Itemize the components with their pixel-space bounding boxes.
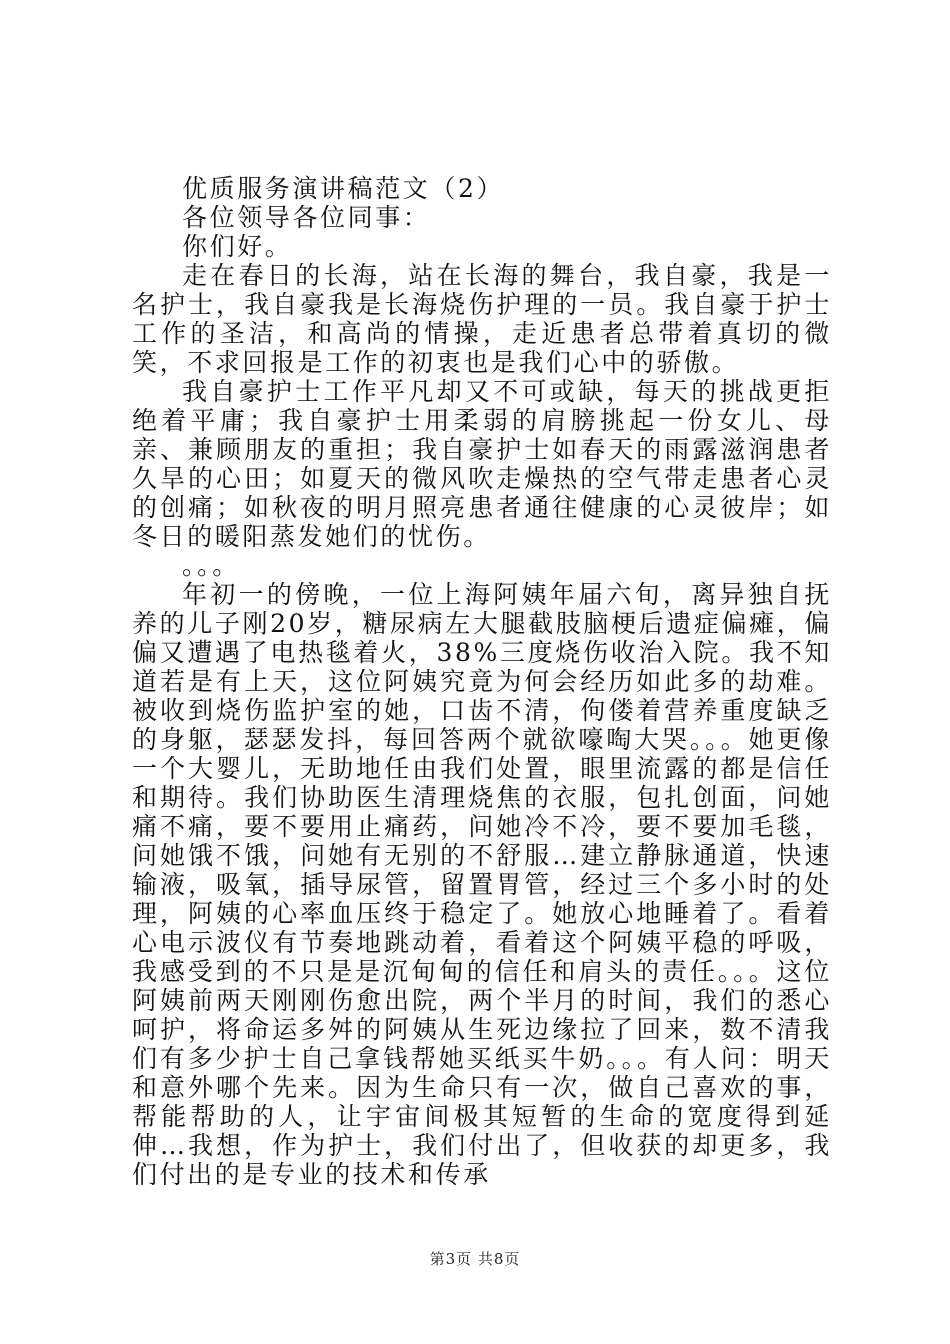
document-title: 优质服务演讲稿范文（2）	[182, 174, 505, 203]
page-number-footer: 第3页 共8页	[429, 1250, 521, 1268]
paragraph-3: 年初一的傍晚，一位上海阿姨年届六旬，离异独自抚养的儿子刚20岁，糖尿病左大腿截肢脑梗后遗症偏瘫，偏偏又遭遇了电热毯着火，38%三度烧伤收治入院。我不知道若是有上天，这位阿姨究竟为何会经历如此多的劫难。被收到烧伤监护室的她，口齿不清，佝偻着营养重度缺乏的身躯，瑟瑟发抖，每回答两个就欲嚎啕大哭。。。她更像一个大婴儿，无助地任由我们处置，眼里流露的都是信任和期待。我们协助医生清理烧焦的衣服，包扎创面，问她痛不痛，要不要用止痛药，问她冷不冷，要不要加毛毯，问她饿不饿，问她有无别的不舒服…建立静脉通道，快速输液，吸氧，插导尿管，留置胃管，经过三个多小时的处理，阿姨的心率血压终于稳定了。她放心地睡着了。看着心电示波仪有节奏地跳动着，看着这个阿姨平稳的呼吸，我感受到的不只是是沉甸甸的信任和肩头的责任。。。这位阿姨前两天刚刚伤愈出院，两个半月的时间，我们的悉心呵护，将命运多舛的阿姨从生死边缘拉了回来，数不清我们有多少护士自己拿钱帮她买纸买牛奶。。。有人问：明天和意外哪个先来。因为生命只有一次，做自己喜欢的事，帮能帮助的人，让宇宙间极其短暂的生命的宽度得到延伸…我想，作为护士，我们付出了，但收获的却更多，我们付出的是专业的技术和传承	[132, 580, 832, 1189]
ellipsis-line: 。。。	[182, 551, 240, 580]
salutation: 各位领导各位同事：	[182, 203, 431, 232]
paragraph-1: 走在春日的长海，站在长海的舞台，我自豪，我是一名护士，我自豪我是长海烧伤护理的一员。我自豪于护士工作的圣洁，和高尚的情操，走近患者总带着真切的微笑，不求回报是工作的初衷也是我们心中的骄傲。	[132, 261, 832, 377]
document-body	[132, 174, 832, 1189]
paragraph-2: 我自豪护士工作平凡却又不可或缺，每天的挑战更拒绝着平庸；我自豪护士用柔弱的肩膀挑起一份女儿、母亲、兼顾朋友的重担；我自豪护士如春天的雨露滋润患者久旱的心田；如夏天的微风吹走燥热的空气带走患者心灵的创痛；如秋夜的明月照亮患者通往健康的心灵彼岸；如冬日的暖阳蒸发她们的忧伤。	[132, 377, 832, 551]
greeting: 你们好。	[182, 232, 293, 261]
